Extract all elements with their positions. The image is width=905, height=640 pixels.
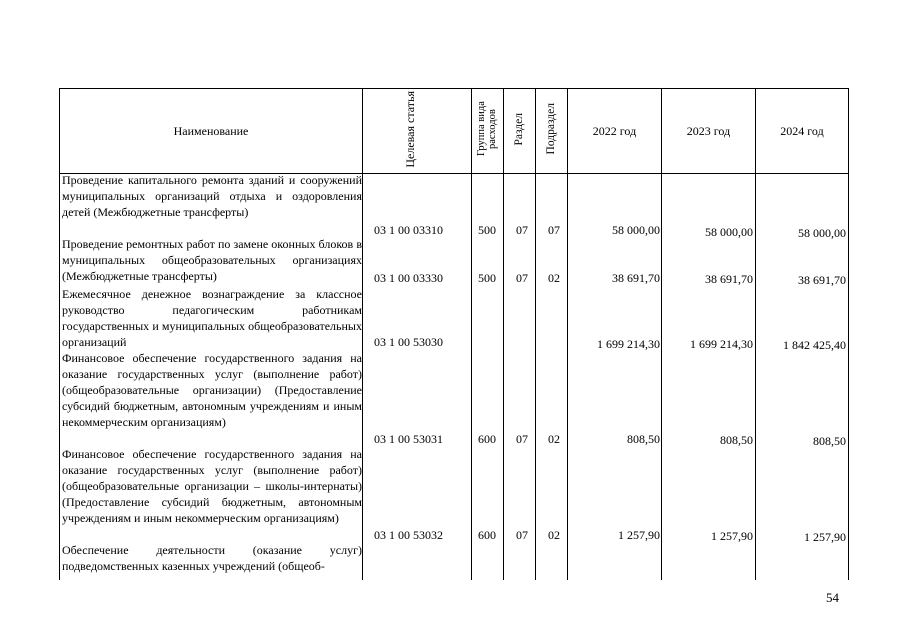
header-2023	[662, 89, 756, 174]
row-5-name: Финансовое обеспечение государственного задания на оказание государственных услуг (выполнение работ) (общеобразовательные организации – школы-интернаты) (Предоставление субсидий бюджетным, автономным учреждениям и иным некоммерческим организациям)	[62, 447, 362, 525]
header-2023-text: 2023 год	[686, 123, 731, 138]
header-2024-text: 2024 год	[780, 123, 824, 138]
row-1-section: 07	[516, 223, 528, 237]
row-4-2022: 808,50	[627, 432, 660, 446]
header-subsection	[536, 89, 568, 174]
header-subsection-text: Подраздел	[545, 103, 558, 155]
row-4-target: 03 1 00 53031	[374, 432, 443, 446]
header-2024	[756, 89, 849, 174]
row-2-group: 500	[478, 271, 496, 285]
row-2-2023: 38 691,70	[705, 272, 753, 286]
row-4-group: 600	[478, 432, 496, 446]
row-2-target: 03 1 00 03330	[374, 271, 443, 285]
row-5-group: 600	[478, 528, 496, 542]
row-3-2024: 1 842 425,40	[783, 338, 846, 352]
header-group	[472, 89, 504, 174]
row-1-target: 03 1 00 03310	[374, 223, 443, 237]
header-name	[60, 89, 363, 174]
row-3-2023: 1 699 214,30	[690, 337, 753, 351]
row-2-name: Проведение ремонтных работ по замене оконных блоков в муниципальных общеобразовательных организациях (Межбюджетные трансферты)	[62, 237, 362, 283]
row-2-2024: 38 691,70	[798, 273, 846, 287]
row-5-target: 03 1 00 53032	[374, 528, 443, 542]
row-1-group: 500	[478, 223, 496, 237]
page-number: 54	[826, 590, 839, 605]
header-2022-text: 2022 год	[592, 123, 637, 138]
header-group-text: Группа вида расходов	[475, 101, 498, 157]
row-2-2022: 38 691,70	[612, 271, 660, 285]
row-1-2024: 58 000,00	[798, 226, 846, 240]
row-1-2023: 58 000,00	[705, 225, 753, 239]
row-5-2024: 1 257,90	[804, 530, 846, 544]
header-target	[363, 89, 472, 174]
row-4-2023: 808,50	[720, 433, 753, 447]
row-6-name: Обеспечение деятельности (оказание услуг) подведомственных казенных учреждений (общеоб-	[62, 543, 362, 573]
row-4-name: Финансовое обеспечение государственного задания на оказание государственных услуг (выполнение работ) (общеобразовательные организации) (Предоставление субсидий бюджетным, автономным учреждениям и иным некоммерческим организациям)	[62, 351, 362, 429]
row-3-name: Ежемесячное денежное вознаграждение за классное руководство педагогическим работникам государственных и муниципальных общеобразовательных организаций	[62, 287, 362, 349]
row-4-section: 07	[516, 432, 528, 446]
row-4-2024: 808,50	[813, 434, 846, 448]
header-2022	[568, 89, 662, 174]
header-section-text: Раздел	[513, 112, 526, 146]
header-name-text: Наименование	[173, 123, 249, 138]
header-target-text: Целевая статья	[403, 90, 417, 168]
row-5-subsection: 02	[548, 528, 560, 542]
row-2-subsection: 02	[548, 271, 560, 285]
row-3-2022: 1 699 214,30	[597, 337, 660, 351]
row-1-subsection: 07	[548, 223, 560, 237]
row-5-section: 07	[516, 528, 528, 542]
row-5-2023: 1 257,90	[711, 529, 753, 543]
row-3-target: 03 1 00 53030	[374, 335, 443, 349]
header-section	[504, 89, 536, 174]
table-header-row	[60, 89, 849, 174]
row-5-2022: 1 257,90	[618, 528, 660, 542]
row-2-section: 07	[516, 271, 528, 285]
row-1-2022: 58 000,00	[612, 223, 660, 237]
row-4-subsection: 02	[548, 432, 560, 446]
row-1-name: Проведение капитального ремонта зданий и сооружений муниципальных организаций отдыха и оздоровления детей (Межбюджетные трансферты)	[62, 173, 362, 219]
